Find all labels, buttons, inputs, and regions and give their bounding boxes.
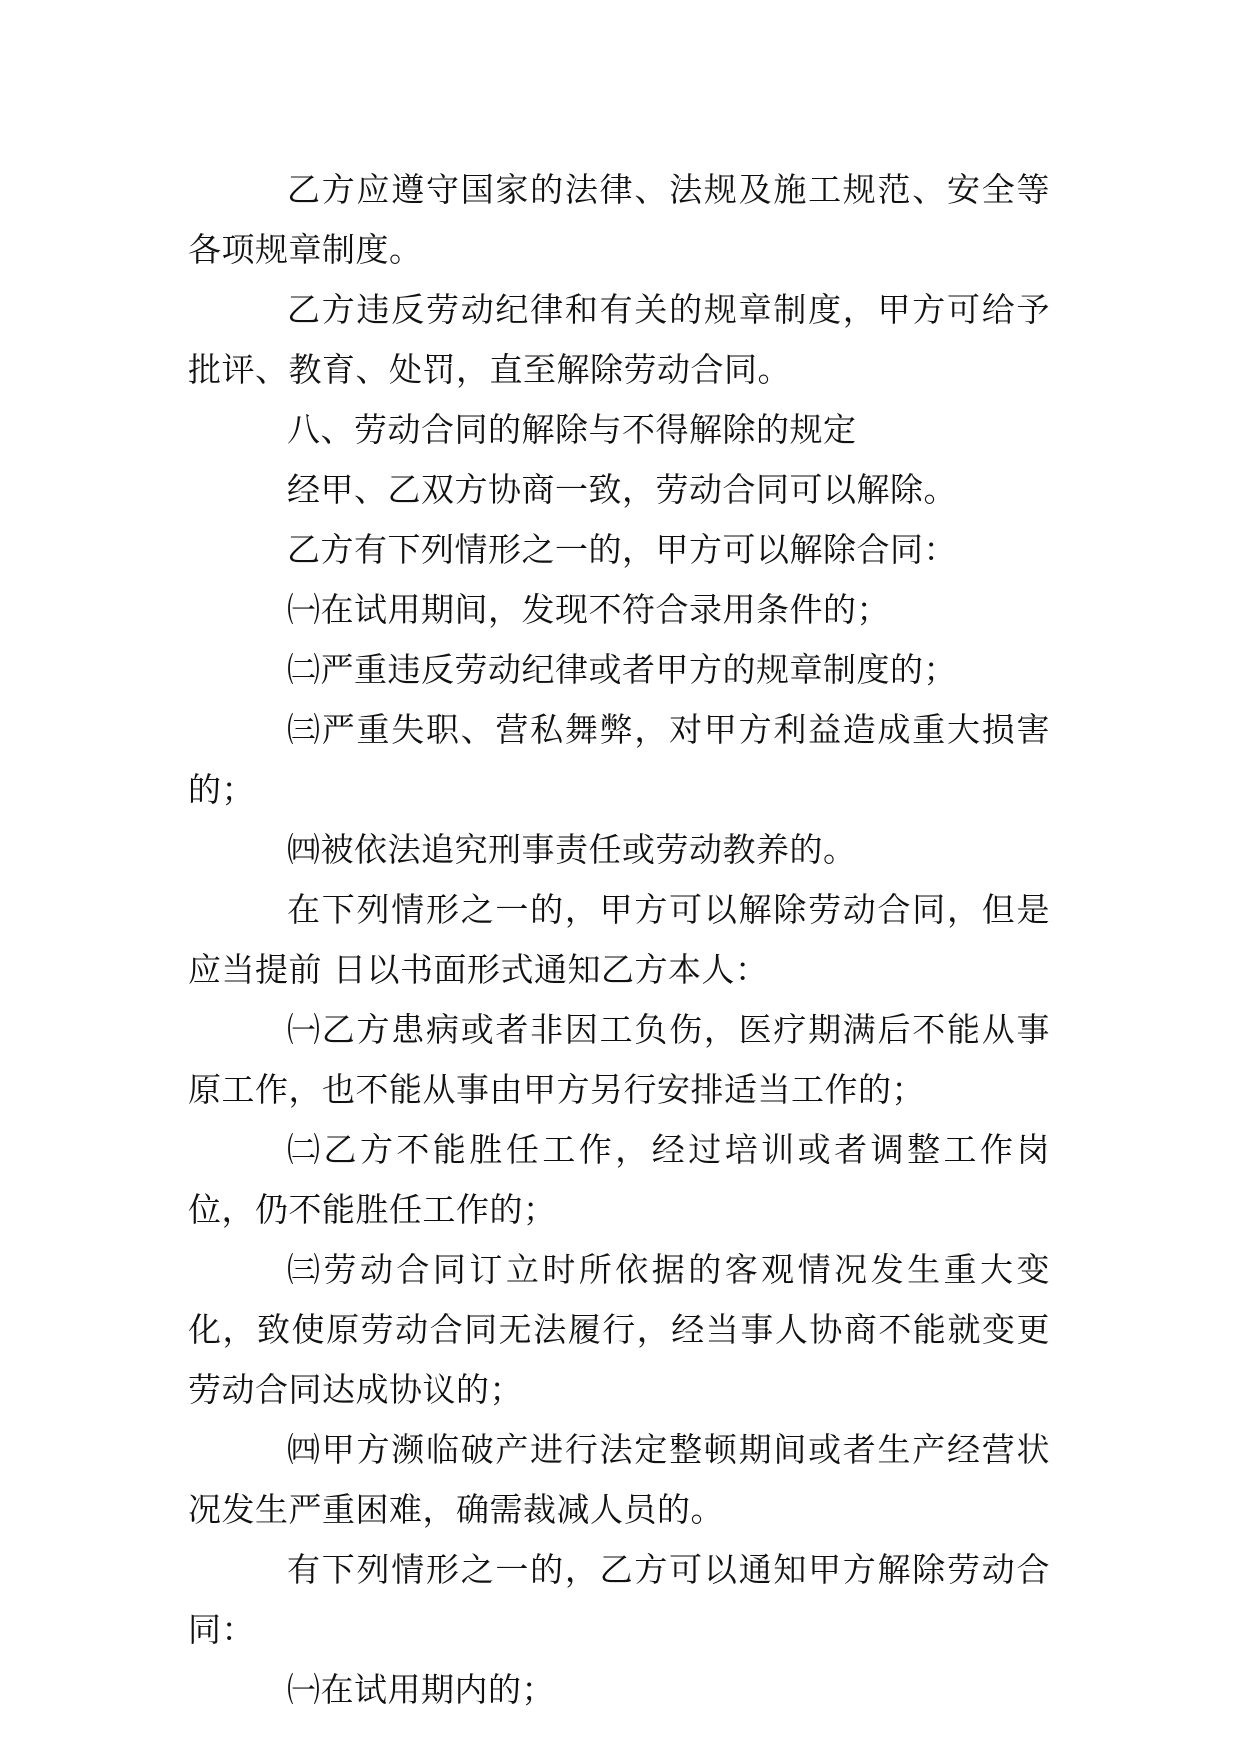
- paragraph: 有下列情形之一的，乙方可以通知甲方解除劳动合同：: [188, 1550, 1050, 1649]
- list-item: ㈢严重失职、营私舞弊，对甲方利益造成重大损害的；: [188, 710, 1050, 809]
- list-item: ㈣甲方濒临破产进行法定整顿期间或者生产经营状况发生严重困难，确需裁减人员的。: [188, 1430, 1050, 1529]
- paragraph: 在下列情形之一的，甲方可以解除劳动合同，但是应当提前 日以书面形式通知乙方本人：: [188, 890, 1050, 989]
- list-item: ㈢劳动合同订立时所依据的客观情况发生重大变化，致使原劳动合同无法履行，经当事人协商不能就变更劳动合同达成协议的；: [188, 1250, 1050, 1409]
- document-body: [188, 160, 1050, 1720]
- list-item: ㈡严重违反劳动纪律或者甲方的规章制度的；: [287, 650, 957, 689]
- section-heading: 八、劳动合同的解除与不得解除的规定: [287, 410, 857, 449]
- list-item: ㈡乙方不能胜任工作，经过培训或者调整工作岗位，仍不能胜任工作的；: [188, 1130, 1050, 1229]
- paragraph: 乙方违反劳动纪律和有关的规章制度，甲方可给予批评、教育、处罚，直至解除劳动合同。: [188, 290, 1050, 389]
- paragraph: 乙方有下列情形之一的，甲方可以解除合同：: [287, 530, 957, 569]
- list-item: ㈠乙方患病或者非因工负伤，医疗期满后不能从事原工作，也不能从事由甲方另行安排适当工作的；: [188, 1010, 1050, 1109]
- paragraph: 经甲、乙双方协商一致，劳动合同可以解除。: [287, 470, 957, 509]
- list-item: ㈠在试用期内的；: [287, 1670, 555, 1709]
- paragraph: 乙方应遵守国家的法律、法规及施工规范、安全等各项规章制度。: [188, 170, 1050, 269]
- list-item: ㈠在试用期间，发现不符合录用条件的；: [287, 590, 890, 629]
- list-item: ㈣被依法追究刑事责任或劳动教养的。: [287, 830, 857, 869]
